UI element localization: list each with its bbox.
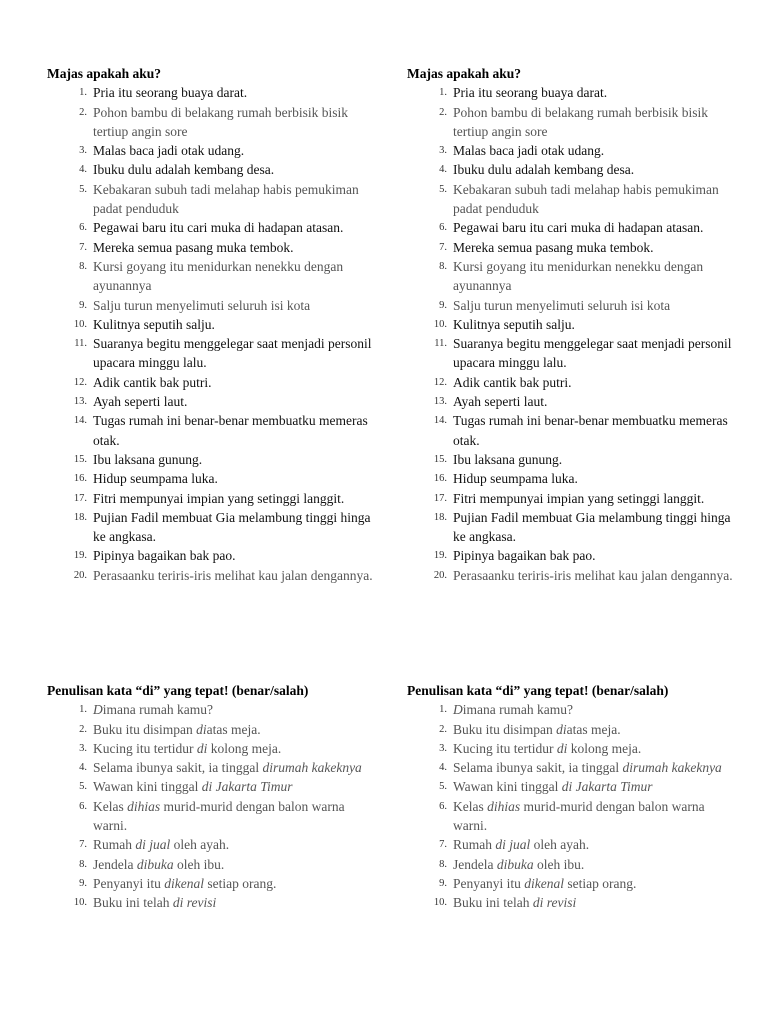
item-text: Fitri mempunyai impian yang setinggi langgit. — [453, 490, 705, 506]
text-fragment: Jendela — [453, 856, 497, 872]
item-text: Kebakaran subuh tadi melahap habis pemukiman padat penduduk — [453, 181, 719, 217]
item-text: Pipinya bagaikan bak pao. — [93, 548, 236, 564]
item-number: 1. — [79, 704, 87, 716]
list-item — [47, 257, 377, 296]
item-text: Kulitnya seputih salju. — [93, 316, 215, 332]
left-di-section — [47, 681, 377, 913]
item-number: 9. — [79, 299, 87, 311]
list-item — [407, 893, 737, 912]
item-number: 11. — [74, 338, 87, 350]
list-item — [407, 315, 737, 334]
list-item — [407, 720, 737, 739]
list-item — [407, 546, 737, 565]
italic-fragment: dihias — [127, 798, 161, 814]
item-number: 6. — [79, 800, 87, 812]
item-text: Mereka semua pasang muka tembok. — [453, 239, 654, 255]
item-text: Malas baca jadi otak udang. — [93, 143, 245, 159]
left-majas-section — [47, 64, 377, 585]
item-text — [453, 895, 576, 910]
text-fragment: Penyanyi itu — [93, 875, 165, 891]
italic-fragment: di Jakarta Timur — [561, 779, 653, 795]
item-number: 20. — [73, 569, 87, 581]
item-number: 14. — [73, 415, 87, 427]
item-number: 12. — [433, 376, 447, 388]
item-text — [93, 722, 261, 737]
list-item — [47, 238, 377, 257]
item-number: 9. — [439, 877, 447, 889]
item-number: 3. — [439, 145, 447, 157]
text-fragment: oleh ibu. — [173, 856, 225, 872]
text-fragment: Kelas — [93, 798, 128, 814]
list-item — [47, 103, 377, 142]
list-item — [47, 700, 377, 719]
section-heading: Majas apakah aku? — [407, 66, 522, 81]
list-item — [407, 373, 737, 392]
list-item — [407, 469, 737, 488]
item-number: 8. — [79, 858, 87, 870]
item-text: Fitri mempunyai impian yang setinggi langgit. — [93, 490, 345, 506]
item-text — [453, 702, 573, 717]
item-number: 5. — [439, 781, 447, 793]
text-fragment: oleh ayah. — [170, 837, 230, 853]
list-item — [407, 700, 737, 719]
list-item — [47, 373, 377, 392]
item-number: 3. — [79, 145, 87, 157]
item-text: Pegawai baru itu cari muka di hadapan atasan. — [93, 220, 344, 236]
list-item — [47, 546, 377, 565]
di-list — [47, 700, 377, 912]
item-number: 6. — [439, 800, 447, 812]
majas-list — [407, 83, 737, 585]
item-text: Pohon bambu di belakang rumah berbisik bisik tertiup angin sore — [93, 104, 348, 139]
list-item — [407, 238, 737, 257]
item-text: Tugas rumah ini benar-benar membuatku memeras otak. — [93, 413, 368, 448]
item-text: Pegawai baru itu cari muka di hadapan atasan. — [453, 220, 704, 236]
item-number: 17. — [433, 492, 447, 504]
list-item — [47, 334, 377, 373]
item-text: Ibuku dulu adalah kembang desa. — [93, 162, 275, 178]
item-number: 5. — [439, 183, 447, 195]
item-text: Hidup seumpama luka. — [93, 471, 218, 487]
item-text — [93, 760, 362, 775]
item-number: 13. — [73, 396, 87, 408]
list-item — [407, 334, 737, 373]
item-text: Ibu laksana gunung. — [93, 451, 203, 467]
text-fragment: imana rumah kamu? — [102, 702, 213, 718]
text-fragment: oleh ibu. — [533, 856, 585, 872]
item-text: Kursi goyang itu menidurkan nenekku dengan ayunannya — [93, 258, 344, 294]
list-item — [47, 392, 377, 411]
item-number: 14. — [433, 415, 447, 427]
item-number: 16. — [433, 473, 447, 485]
item-text: Perasaanku teriris-iris melihat kau jalan dengannya. — [93, 567, 373, 583]
item-text: Adik cantik bak putri. — [93, 374, 212, 390]
list-item — [47, 758, 377, 777]
item-number: 4. — [439, 164, 447, 176]
item-text: Mereka semua pasang muka tembok. — [93, 239, 294, 255]
italic-fragment: dibuka — [496, 856, 534, 872]
item-text — [453, 857, 584, 872]
item-text: Hidup seumpama luka. — [453, 471, 578, 487]
text-fragment: murid-murid dengan balon warna warni. — [453, 798, 705, 834]
item-text — [93, 857, 224, 872]
text-fragment: atas meja. — [206, 721, 261, 737]
text-fragment: setiap orang. — [204, 875, 277, 891]
item-text: Ibu laksana gunung. — [453, 451, 563, 467]
list-item — [407, 218, 737, 237]
list-item — [47, 411, 377, 450]
list-item — [47, 855, 377, 874]
item-number: 1. — [439, 704, 447, 716]
section-heading: Penulisan kata “di” yang tepat! (benar/salah) — [47, 683, 309, 698]
text-fragment: kolong meja. — [567, 740, 642, 756]
item-number: 7. — [439, 839, 447, 851]
list-item — [47, 160, 377, 179]
item-number: 15. — [433, 453, 447, 465]
list-item — [47, 83, 377, 102]
italic-fragment: di revisi — [172, 895, 217, 911]
text-fragment: Jendela — [93, 856, 137, 872]
text-fragment: Wawan kini tinggal — [93, 779, 202, 795]
italic-fragment: di revisi — [532, 895, 577, 911]
item-text: Kebakaran subuh tadi melahap habis pemukiman padat penduduk — [93, 181, 359, 217]
italic-fragment: di jual — [495, 837, 531, 853]
italic-fragment: dikenal — [524, 875, 564, 891]
italic-fragment: D — [93, 702, 103, 718]
item-text — [93, 895, 216, 910]
list-item — [407, 160, 737, 179]
italic-fragment: dirumah kakeknya — [622, 760, 722, 776]
item-number: 3. — [439, 742, 447, 754]
list-item — [407, 180, 737, 219]
italic-fragment: di — [196, 721, 207, 737]
section-heading: Penulisan kata “di” yang tepat! (benar/salah) — [407, 683, 669, 698]
item-number: 18. — [73, 511, 87, 523]
item-number: 12. — [73, 376, 87, 388]
item-number: 2. — [439, 106, 447, 118]
item-text — [93, 702, 213, 717]
italic-fragment: dibuka — [136, 856, 174, 872]
item-number: 18. — [433, 511, 447, 523]
item-number: 10. — [73, 897, 87, 909]
item-number: 1. — [79, 87, 87, 99]
item-text — [453, 837, 589, 852]
item-text: Ayah seperti laut. — [93, 394, 188, 410]
text-fragment: Kelas — [453, 798, 488, 814]
text-fragment: oleh ayah. — [530, 837, 590, 853]
list-item — [407, 296, 737, 315]
item-text: Pria itu seorang buaya darat. — [453, 85, 608, 101]
item-text: Perasaanku teriris-iris melihat kau jalan dengannya. — [453, 567, 733, 583]
item-text — [453, 741, 641, 756]
item-number: 3. — [79, 742, 87, 754]
item-text — [93, 876, 276, 891]
list-item — [47, 315, 377, 334]
item-number: 10. — [433, 318, 447, 330]
list-item — [47, 893, 377, 912]
list-item — [47, 296, 377, 315]
list-item — [407, 566, 737, 585]
list-item — [47, 874, 377, 893]
list-item — [47, 777, 377, 796]
list-item — [47, 720, 377, 739]
list-item — [407, 874, 737, 893]
list-item — [47, 566, 377, 585]
item-number: 15. — [73, 453, 87, 465]
list-item — [47, 508, 377, 547]
item-text — [93, 779, 293, 794]
item-number: 9. — [439, 299, 447, 311]
item-text — [93, 799, 345, 833]
italic-fragment: dikenal — [164, 875, 204, 891]
item-number: 6. — [79, 222, 87, 234]
item-text: Pohon bambu di belakang rumah berbisik bisik tertiup angin sore — [453, 104, 708, 139]
italic-fragment: di jual — [135, 837, 171, 853]
list-item — [47, 469, 377, 488]
text-fragment: Buku itu disimpan — [453, 721, 557, 737]
text-fragment: Kucing itu tertidur — [93, 740, 197, 756]
item-text: Pujian Fadil membuat Gia melambung tinggi hinga ke angkasa. — [453, 509, 731, 545]
item-text — [93, 837, 229, 852]
item-text — [93, 741, 281, 756]
italic-fragment: di — [196, 740, 208, 756]
list-item — [407, 797, 737, 836]
item-text: Malas baca jadi otak udang. — [453, 143, 605, 159]
item-number: 8. — [79, 260, 87, 272]
list-item — [47, 489, 377, 508]
list-item — [47, 739, 377, 758]
section-heading: Majas apakah aku? — [47, 66, 162, 81]
right-majas-section — [407, 64, 737, 585]
list-item — [407, 141, 737, 160]
item-number: 2. — [79, 723, 87, 735]
item-number: 8. — [439, 260, 447, 272]
list-item — [407, 489, 737, 508]
majas-list — [47, 83, 377, 585]
text-fragment: atas meja. — [566, 721, 621, 737]
text-fragment: Rumah — [453, 837, 496, 853]
item-text: Suaranya begitu menggelegar saat menjadi personil upacara minggu lalu. — [453, 336, 732, 371]
item-number: 7. — [79, 241, 87, 253]
text-fragment: Rumah — [93, 837, 136, 853]
item-number: 4. — [79, 762, 87, 774]
text-fragment: Buku ini telah — [93, 895, 173, 911]
item-number: 5. — [79, 183, 87, 195]
item-number: 20. — [433, 569, 447, 581]
list-item — [407, 758, 737, 777]
list-item — [47, 218, 377, 237]
text-fragment: murid-murid dengan balon warna warni. — [93, 798, 345, 834]
item-text — [453, 760, 722, 775]
item-number: 5. — [79, 781, 87, 793]
item-number: 2. — [79, 106, 87, 118]
item-number: 7. — [79, 839, 87, 851]
text-fragment: Wawan kini tinggal — [453, 779, 562, 795]
text-fragment: setiap orang. — [564, 875, 637, 891]
item-text — [453, 876, 636, 891]
right-di-section — [407, 681, 737, 913]
item-number: 13. — [433, 396, 447, 408]
item-text: Kursi goyang itu menidurkan nenekku dengan ayunannya — [453, 258, 704, 294]
item-text: Ibuku dulu adalah kembang desa. — [453, 162, 635, 178]
list-item — [407, 508, 737, 547]
list-item — [407, 739, 737, 758]
item-text: Pipinya bagaikan bak pao. — [453, 548, 596, 564]
item-number: 10. — [433, 897, 447, 909]
list-item — [407, 855, 737, 874]
list-item — [47, 180, 377, 219]
item-text: Tugas rumah ini benar-benar membuatku memeras otak. — [453, 413, 728, 448]
item-number: 16. — [73, 473, 87, 485]
list-item — [407, 450, 737, 469]
list-item — [47, 797, 377, 836]
item-number: 4. — [439, 762, 447, 774]
item-number: 19. — [433, 550, 447, 562]
item-number: 8. — [439, 858, 447, 870]
text-fragment: Kucing itu tertidur — [453, 740, 557, 756]
item-number: 10. — [73, 318, 87, 330]
text-fragment: Buku ini telah — [453, 895, 533, 911]
list-item — [407, 83, 737, 102]
italic-fragment: D — [453, 702, 463, 718]
item-text: Adik cantik bak putri. — [453, 374, 572, 390]
list-item — [407, 411, 737, 450]
italic-fragment: di — [556, 740, 568, 756]
item-number: 9. — [79, 877, 87, 889]
item-number: 2. — [439, 723, 447, 735]
item-number: 17. — [73, 492, 87, 504]
item-text: Kulitnya seputih salju. — [453, 316, 575, 332]
item-text — [453, 722, 621, 737]
italic-fragment: di — [556, 721, 567, 737]
item-text: Salju turun menyelimuti seluruh isi kota — [453, 297, 671, 313]
item-text: Suaranya begitu menggelegar saat menjadi personil upacara minggu lalu. — [93, 336, 372, 371]
text-fragment: Selama ibunya sakit, ia tinggal — [93, 760, 263, 776]
item-number: 4. — [79, 164, 87, 176]
list-item — [407, 835, 737, 854]
item-text: Pujian Fadil membuat Gia melambung tinggi hinga ke angkasa. — [93, 509, 371, 545]
item-number: 1. — [439, 87, 447, 99]
text-fragment: Selama ibunya sakit, ia tinggal — [453, 760, 623, 776]
text-fragment: Buku itu disimpan — [93, 721, 197, 737]
di-list — [407, 700, 737, 912]
list-item — [407, 392, 737, 411]
item-text: Pria itu seorang buaya darat. — [93, 85, 248, 101]
item-number: 7. — [439, 241, 447, 253]
list-item — [47, 450, 377, 469]
list-item — [47, 835, 377, 854]
text-fragment: imana rumah kamu? — [462, 702, 573, 718]
item-text — [453, 779, 653, 794]
item-number: 11. — [434, 338, 447, 350]
italic-fragment: dihias — [487, 798, 521, 814]
list-item — [47, 141, 377, 160]
item-text: Salju turun menyelimuti seluruh isi kota — [93, 297, 311, 313]
text-fragment: kolong meja. — [207, 740, 282, 756]
item-number: 19. — [73, 550, 87, 562]
item-number: 6. — [439, 222, 447, 234]
list-item — [407, 257, 737, 296]
item-text — [453, 799, 705, 833]
italic-fragment: di Jakarta Timur — [201, 779, 293, 795]
item-text: Ayah seperti laut. — [453, 394, 548, 410]
list-item — [407, 103, 737, 142]
text-fragment: Penyanyi itu — [453, 875, 525, 891]
italic-fragment: dirumah kakeknya — [262, 760, 362, 776]
list-item — [407, 777, 737, 796]
